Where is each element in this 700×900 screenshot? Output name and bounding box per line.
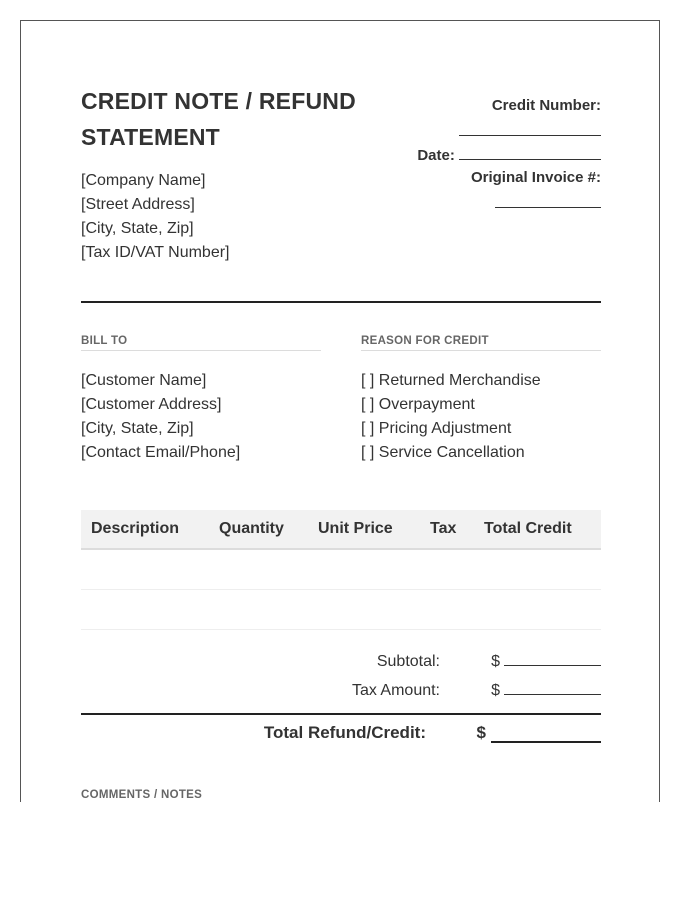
original-invoice-field[interactable] [495,193,601,212]
subtotal-row [81,653,601,673]
total-field[interactable] [491,741,601,743]
company-city: [City, State, Zip] [81,220,194,237]
tax-currency: $ [491,682,500,699]
table-row[interactable] [81,590,601,630]
col-description: Description [81,510,209,549]
col-tax: Tax [420,510,474,549]
original-invoice-label: Original Invoice #: [470,169,601,186]
credit-number-label: Credit Number: [491,97,601,114]
date-field[interactable] [459,145,601,160]
col-unit-price: Unit Price [308,510,420,549]
tax-row [81,682,601,702]
subtotal-field[interactable] [504,665,601,666]
company-street: [Street Address] [81,196,195,213]
reason-label: REASON FOR CREDIT [361,335,601,351]
subtotal-label: Subtotal: [376,653,440,670]
bill-to-label: BILL TO [81,335,321,351]
customer-name: [Customer Name] [81,372,207,389]
col-quantity: Quantity [209,510,308,549]
document-title: CREDIT NOTE / REFUND STATEMENT [81,88,356,150]
reason-overpayment[interactable]: [ ] Overpayment [361,396,475,413]
credit-number-field[interactable] [459,121,601,140]
company-name: [Company Name] [81,172,206,189]
col-total-credit: Total Credit [474,510,601,549]
subtotal-currency: $ [491,653,500,670]
date-label: Date: [417,147,455,164]
date-row [417,145,601,164]
table-row[interactable] [81,549,601,590]
reason-section [361,335,601,465]
document-page [20,20,660,802]
line-items-table [81,510,601,630]
tax-amount-label: Tax Amount: [351,682,440,699]
company-info [81,169,229,265]
bill-to-section [81,335,321,465]
table-header-row [81,510,601,549]
total-row [81,723,601,747]
comments-label: COMMENTS / NOTES [81,789,203,801]
tax-amount-field[interactable] [504,694,601,695]
header-divider [81,301,601,303]
total-label: Total Refund/Credit: [263,723,426,742]
total-currency: $ [476,723,486,742]
total-divider [81,713,601,715]
customer-city: [City, State, Zip] [81,420,194,437]
company-tax-id: [Tax ID/VAT Number] [81,244,230,261]
reason-service-cancellation[interactable]: [ ] Service Cancellation [361,444,525,461]
customer-address: [Customer Address] [81,396,222,413]
reason-pricing-adjustment[interactable]: [ ] Pricing Adjustment [361,420,512,437]
customer-contact: [Contact Email/Phone] [81,444,241,461]
reason-returned-merchandise[interactable]: [ ] Returned Merchandise [361,372,541,389]
